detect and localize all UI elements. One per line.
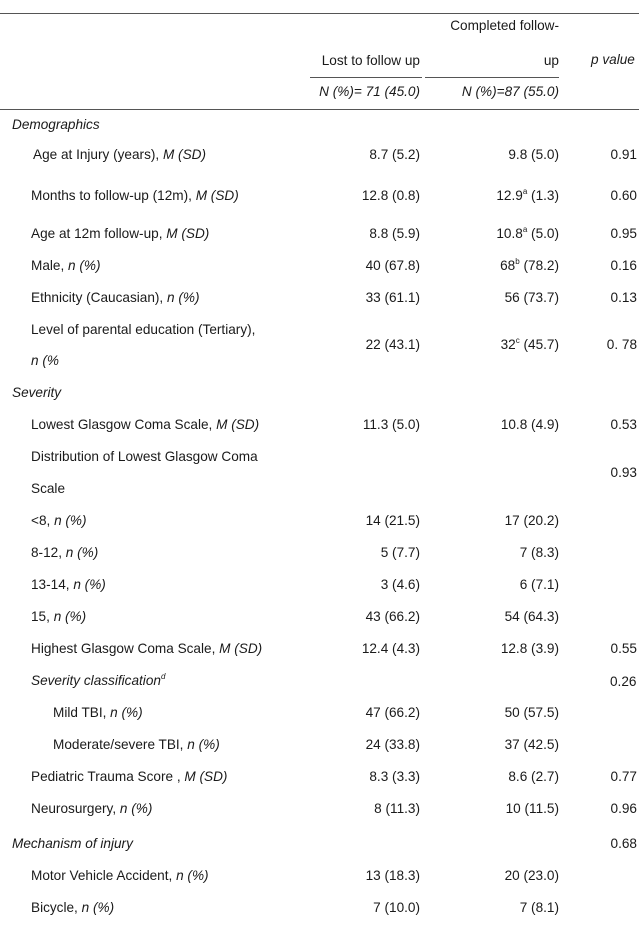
row-p-value: 0.53 [610, 417, 637, 432]
section-demographics: Demographics [12, 117, 100, 132]
row-label: Ethnicity (Caucasian), n (%) [31, 290, 200, 305]
row-lost-value: 33 (61.1) [365, 290, 420, 305]
row-lost-value: 7 (10.0) [373, 900, 420, 915]
row-completed-value: 37 (42.5) [504, 737, 559, 752]
row-p-value: 0.13 [610, 290, 637, 305]
row-lost-value: 22 (43.1) [365, 337, 420, 352]
row-p-value: 0.77 [610, 769, 637, 784]
row-lost-value: 24 (33.8) [365, 737, 420, 752]
row-p-value: 0.93 [610, 465, 637, 480]
completed-col-rule [425, 77, 559, 78]
row-completed-value: 12.8 (3.9) [500, 641, 559, 656]
row-p-value: 0.26 [610, 674, 637, 689]
row-lost-value: 43 (66.2) [365, 609, 420, 624]
row-label-unit: n (% [31, 353, 59, 368]
row-lost-value: 11.3 (5.0) [362, 417, 420, 432]
row-p-value: 0.95 [610, 226, 637, 241]
row-completed-value: 7 (8.3) [519, 545, 559, 560]
lost-column-header: Lost to follow up [321, 53, 420, 68]
lost-n-header: N (%)= 71 (45.0) [319, 84, 420, 99]
row-lost-value: 5 (7.7) [380, 545, 420, 560]
section-severity: Severity [12, 385, 62, 400]
row-label-line2: Scale [31, 481, 66, 496]
completed-n-header: N (%)=87 (55.0) [461, 84, 559, 99]
row-label: Level of parental education (Tertiary), [31, 322, 256, 337]
row-completed-value: 10 (11.5) [505, 801, 559, 816]
row-label: Neurosurgery, n (%) [31, 801, 153, 816]
row-lost-value: 13 (18.3) [365, 868, 420, 883]
row-lost-value: 8.3 (3.3) [369, 769, 420, 784]
row-p-value: 0.60 [610, 188, 637, 203]
row-lost-value: 14 (21.5) [365, 513, 420, 528]
row-lost-value: 3 (4.6) [380, 577, 420, 592]
row-p-value: 0.16 [610, 258, 637, 273]
mechanism-p-value: 0.68 [610, 836, 637, 851]
row-label: Age at Injury (years), M (SD) [33, 147, 206, 162]
row-completed-value: 10.8$^a$ (5.0) [496, 225, 559, 241]
row-label: Age at 12m follow-up, M (SD) [31, 226, 210, 241]
row-p-value: 0.91 [610, 147, 637, 162]
row-completed-value: 12.9$^a$ (1.3) [496, 187, 559, 203]
row-completed-value: 9.8 (5.0) [508, 147, 559, 162]
row-completed-value: 6 (7.1) [519, 577, 559, 592]
row-p-value: 0.96 [610, 801, 637, 816]
completed-column-header-line1: Completed follow- [450, 18, 559, 33]
row-completed-value: 32$^c$ (45.7) [500, 336, 559, 352]
row-lost-value: 8 (11.3) [374, 801, 420, 816]
top-rule [0, 13, 639, 14]
row-label: 8-12, n (%) [31, 545, 99, 560]
row-label: Highest Glasgow Coma Scale, M (SD) [31, 641, 263, 656]
row-completed-value: 56 (73.7) [504, 290, 559, 305]
row-label: <8, n (%) [31, 513, 87, 528]
row-completed-value: 8.6 (2.7) [508, 769, 559, 784]
row-p-value: 0. 78 [606, 337, 637, 352]
row-label: Bicycle, n (%) [31, 900, 115, 915]
row-completed-value: 10.8 (4.9) [500, 417, 559, 432]
row-label: Moderate/severe TBI, n (%) [53, 737, 220, 752]
row-completed-value: 50 (57.5) [504, 705, 559, 720]
row-completed-value: 7 (8.1) [519, 900, 559, 915]
row-label: Distribution of Lowest Glasgow Coma [31, 449, 258, 464]
row-lost-value: 8.7 (5.2) [369, 147, 420, 162]
section-mechanism: Mechanism of injury [12, 836, 133, 851]
p-value-header: p value [591, 52, 635, 67]
row-label: 15, n (%) [31, 609, 87, 624]
row-completed-value: 68$^b$ (78.2) [500, 257, 559, 273]
row-lost-value: 12.8 (0.8) [361, 188, 420, 203]
row-lost-value: 8.8 (5.9) [369, 226, 420, 241]
row-completed-value: 54 (64.3) [504, 609, 559, 624]
row-lost-value: 12.4 (4.3) [361, 641, 420, 656]
completed-column-header-line2: up [543, 53, 559, 68]
row-label: 13-14, n (%) [31, 577, 106, 592]
row-p-value: 0.55 [610, 641, 637, 656]
row-label: Severity classification$^d$ [31, 672, 166, 688]
row-completed-value: 17 (20.2) [504, 513, 559, 528]
header-bottom-rule [0, 109, 639, 110]
row-label: Male, n (%) [31, 258, 101, 273]
row-label: Mild TBI, n (%) [53, 705, 143, 720]
row-label: Pediatric Trauma Score , M (SD) [31, 769, 228, 784]
row-label: Lowest Glasgow Coma Scale, M (SD) [31, 417, 260, 432]
row-lost-value: 40 (67.8) [365, 258, 420, 273]
lost-col-rule [310, 77, 422, 78]
row-completed-value: 20 (23.0) [504, 868, 559, 883]
row-label: Months to follow-up (12m), M (SD) [31, 188, 239, 203]
row-lost-value: 47 (66.2) [365, 705, 420, 720]
row-label: Motor Vehicle Accident, n (%) [31, 868, 209, 883]
